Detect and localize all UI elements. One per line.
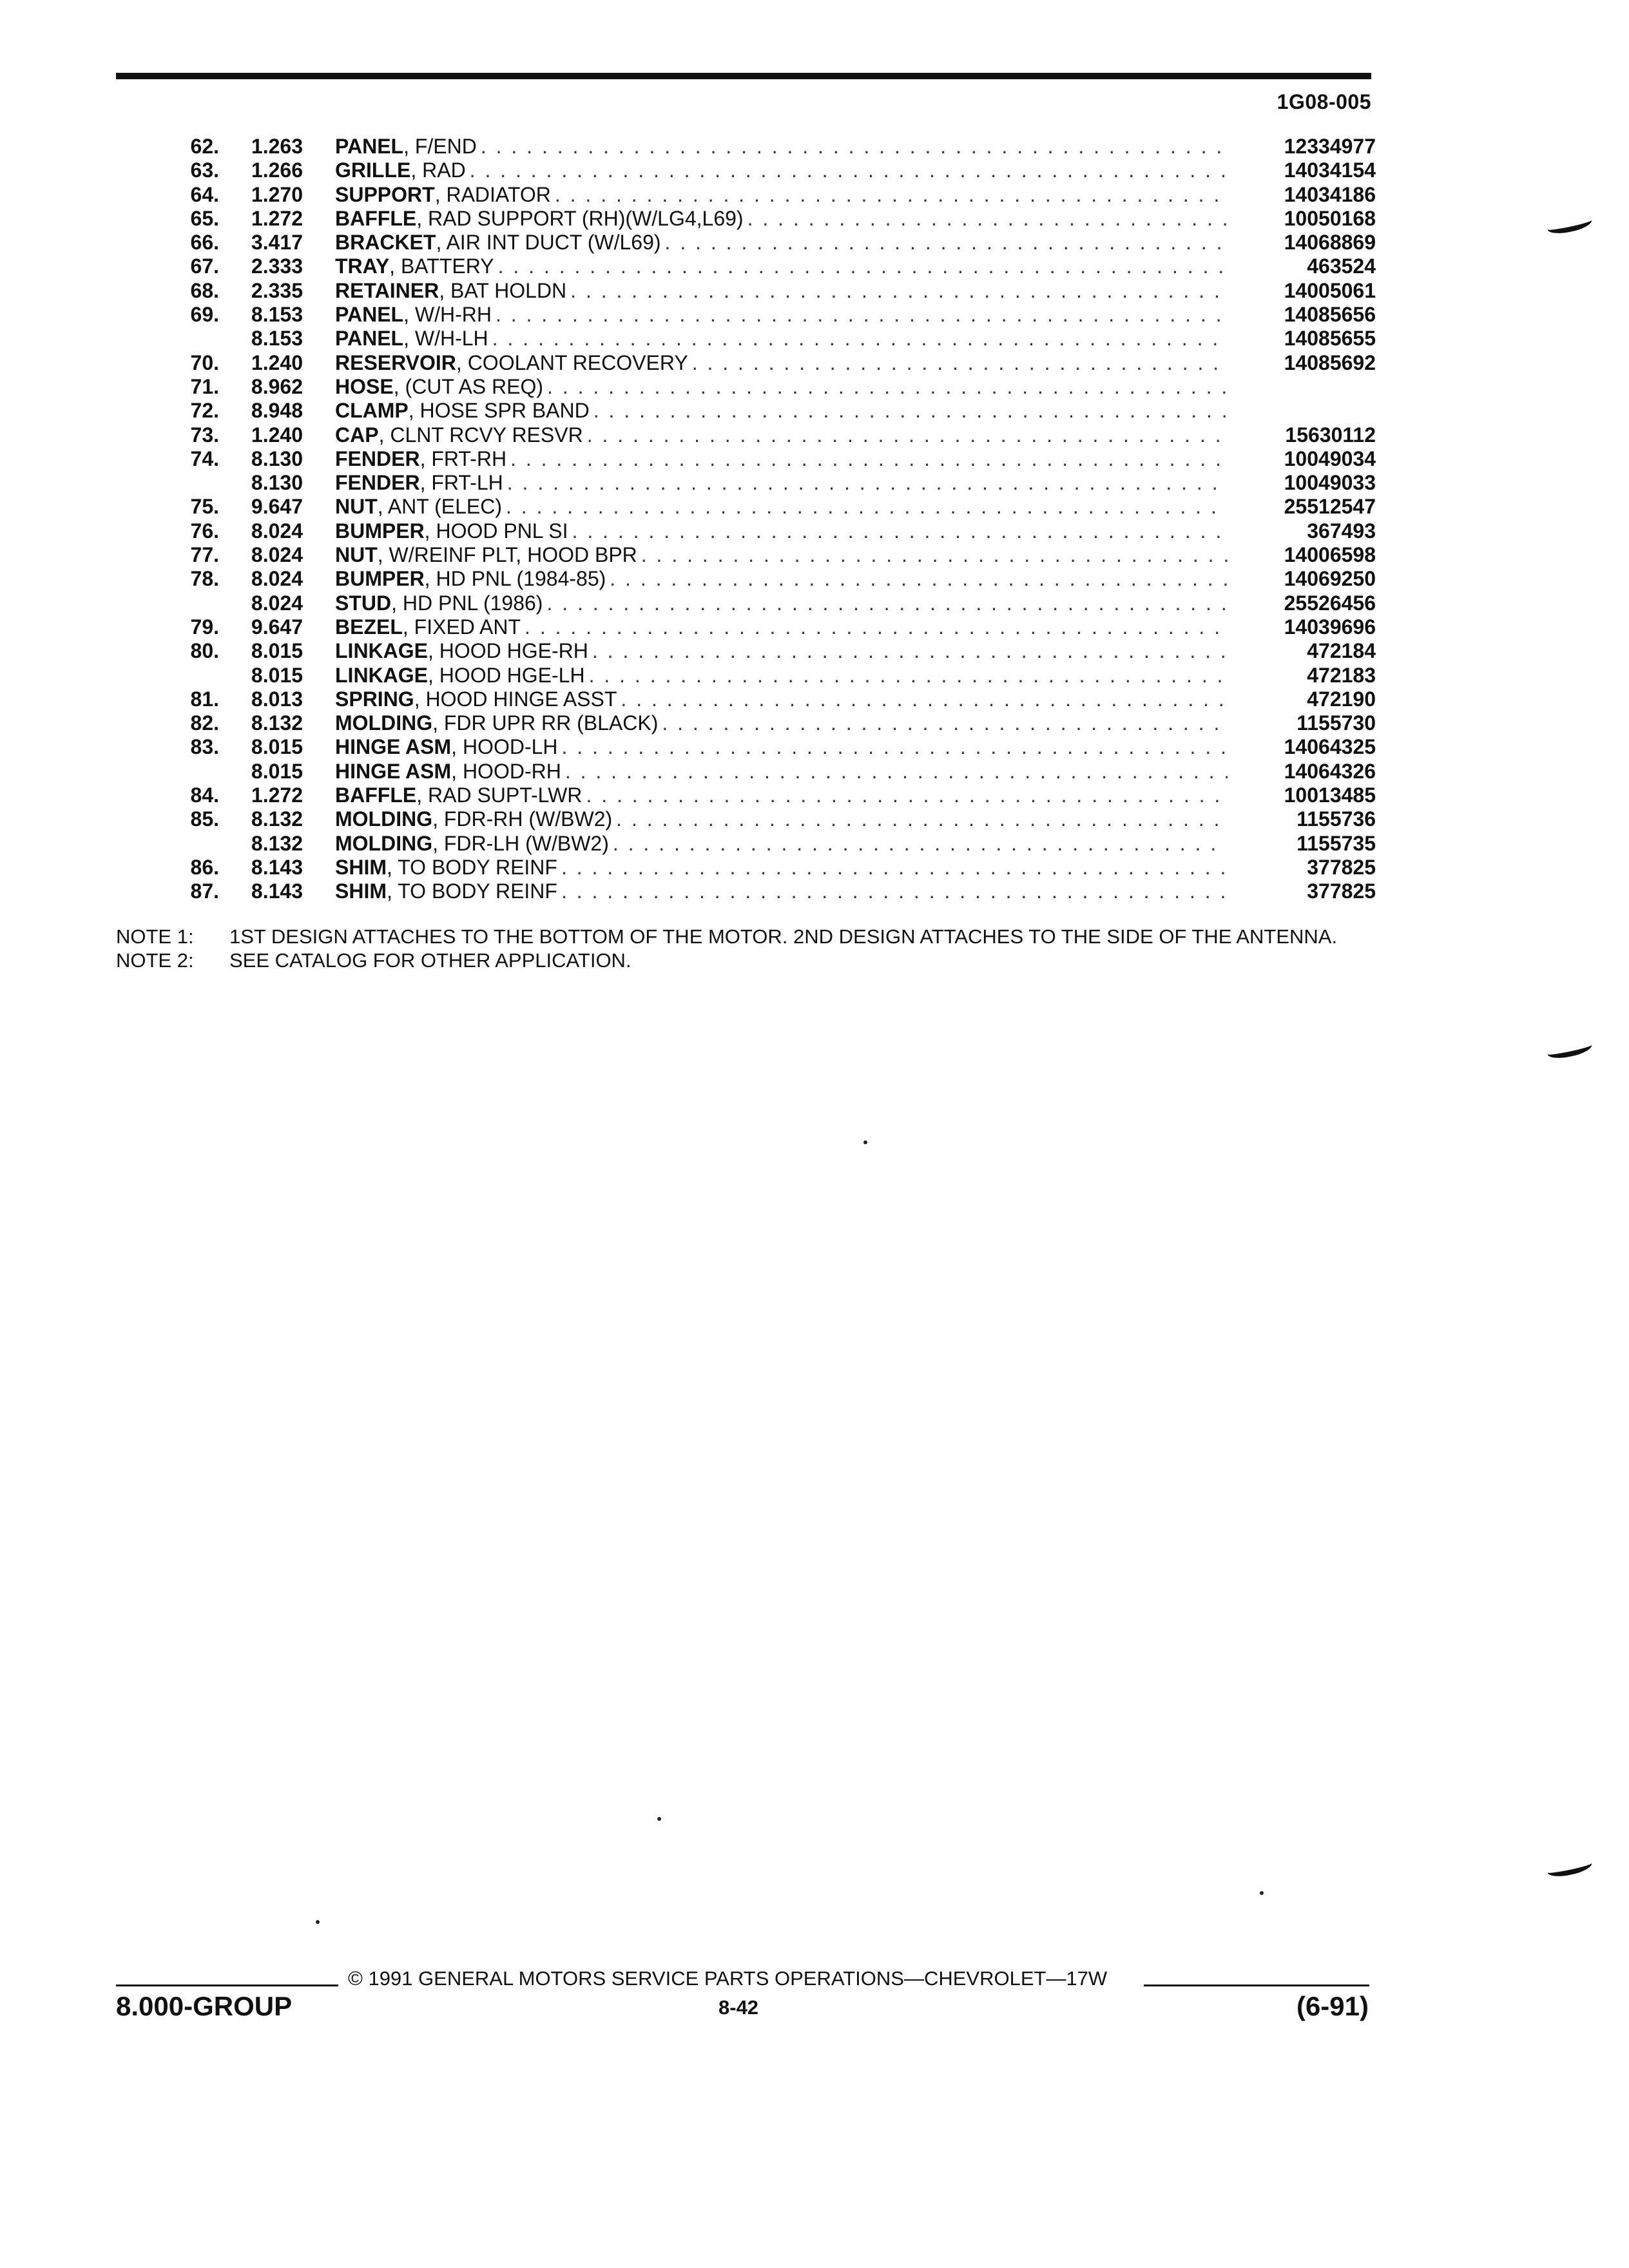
parts-row: [168, 639, 1376, 663]
group-number: 1.272: [251, 206, 303, 230]
ref-number: 67.: [190, 255, 219, 278]
part-name: MOLDING: [335, 831, 433, 855]
note-text: SEE CATALOG FOR OTHER APPLICATION.: [229, 949, 631, 972]
leader-dots: [551, 183, 1228, 207]
part-description: [335, 183, 1228, 207]
part-name: SHIM: [335, 879, 387, 903]
note-text: 1ST DESIGN ATTACHES TO THE BOTTOM OF THE MOTOR. 2ND DESIGN ATTACHES TO THE SIDE OF THE ANTENNA.: [229, 925, 1338, 948]
part-description: [335, 327, 1228, 351]
part-number: 14034186: [1284, 182, 1376, 206]
parts-row: [168, 591, 1376, 615]
leader-dots: [582, 783, 1228, 807]
leader-dots: [466, 159, 1228, 182]
part-name: BAFFLE: [335, 783, 417, 807]
ref-number: 62.: [190, 135, 219, 158]
part-name: TRAY: [335, 255, 390, 278]
parts-row: [168, 471, 1376, 495]
part-number: 367493: [1307, 519, 1376, 543]
ref-number: 86.: [190, 855, 219, 879]
part-description: [335, 543, 1228, 567]
part-name: FENDER: [335, 471, 420, 495]
part-detail: , FDR-LH (W/BW2): [432, 831, 609, 855]
parts-row: [168, 351, 1376, 375]
leader-dots: [658, 711, 1228, 735]
leader-dots: [488, 327, 1228, 351]
part-number: 10049033: [1284, 471, 1376, 495]
part-name: SUPPORT: [335, 182, 435, 206]
part-description: [335, 783, 1228, 807]
group-number: 2.333: [251, 255, 303, 278]
part-number: 14085692: [1284, 351, 1376, 374]
note-label: NOTE 2:: [116, 949, 194, 972]
part-name: RESERVOIR: [335, 351, 456, 374]
part-name: MOLDING: [335, 711, 433, 735]
ref-number: 71.: [190, 374, 219, 398]
ref-number: 75.: [190, 495, 219, 519]
part-name: STUD: [335, 591, 392, 615]
parts-row: [168, 399, 1376, 423]
part-description: [335, 832, 1228, 856]
ref-number: 79.: [190, 615, 219, 639]
part-description: [335, 495, 1228, 519]
ref-number: 85.: [190, 807, 219, 831]
parts-row: [168, 255, 1376, 278]
group-number: 8.015: [251, 735, 303, 759]
ref-number: 69.: [190, 303, 219, 327]
part-number: 14085655: [1284, 327, 1376, 351]
part-number: 10050168: [1284, 206, 1376, 230]
scan-speck: [863, 1140, 867, 1144]
part-number: 377825: [1307, 879, 1376, 903]
parts-row: [168, 760, 1376, 783]
parts-row: [168, 615, 1376, 639]
part-description: [335, 879, 1228, 903]
part-number: 10013485: [1284, 783, 1376, 807]
group-number: 8.024: [251, 519, 303, 543]
part-name: HINGE ASM: [335, 735, 452, 759]
group-number: 8.024: [251, 567, 303, 591]
part-number: 14068869: [1284, 231, 1376, 255]
part-detail: , FIXED ANT: [402, 615, 521, 639]
parts-row: [168, 183, 1376, 207]
scan-speck: [657, 1817, 661, 1821]
ref-number: 76.: [190, 519, 219, 543]
leader-dots: [557, 879, 1228, 903]
leader-dots: [588, 639, 1228, 663]
part-detail: , W/H-LH: [403, 327, 488, 351]
parts-row: [168, 735, 1376, 759]
parts-row: [168, 327, 1376, 351]
part-name: LINKAGE: [335, 663, 428, 687]
parts-row: [168, 856, 1376, 879]
part-detail: , AIR INT DUCT (W/L69): [436, 231, 661, 255]
part-detail: , (CUT AS REQ): [393, 374, 544, 398]
part-number: 15630112: [1285, 423, 1376, 447]
part-description: [335, 159, 1228, 182]
part-name: GRILLE: [335, 159, 411, 182]
group-number: 8.132: [251, 711, 303, 735]
part-name: SPRING: [335, 687, 414, 711]
leader-dots: [568, 519, 1228, 543]
ref-number: 82.: [190, 711, 219, 735]
group-number: 8.015: [251, 759, 303, 783]
parts-row: [168, 519, 1376, 543]
part-name: LINKAGE: [335, 639, 428, 663]
group-number: 3.417: [251, 231, 303, 255]
leader-dots: [543, 591, 1228, 615]
group-number: 9.647: [251, 495, 303, 519]
ref-number: 84.: [190, 783, 219, 807]
punch-mark-middle: [1545, 1033, 1594, 1061]
parts-row: [168, 447, 1376, 471]
part-description: [335, 591, 1228, 615]
part-name: BUMPER: [335, 519, 425, 543]
group-number: 8.153: [251, 327, 303, 351]
leader-dots: [543, 375, 1228, 399]
leader-dots: [521, 615, 1228, 639]
leader-dots: [688, 351, 1228, 375]
parts-row: [168, 135, 1376, 159]
parts-row: [168, 207, 1376, 231]
part-number: 463524: [1307, 255, 1376, 278]
part-description: [335, 735, 1228, 759]
leader-dots: [506, 447, 1228, 471]
part-name: HINGE ASM: [335, 759, 452, 783]
ref-number: 66.: [190, 231, 219, 255]
part-name: BUMPER: [335, 567, 425, 591]
part-detail: , RAD SUPT-LWR: [416, 783, 583, 807]
part-detail: , HOOD HGE-RH: [428, 639, 588, 663]
punch-mark-top: [1545, 208, 1594, 236]
part-name: HOSE: [335, 374, 394, 398]
part-name: NUT: [335, 495, 378, 519]
group-number: 8.132: [251, 807, 303, 831]
parts-row: [168, 832, 1376, 856]
ref-number: 63.: [190, 159, 219, 182]
note: [116, 948, 1379, 972]
group-number: 8.132: [251, 831, 303, 855]
part-detail: , CLNT RCVY RESVR: [378, 423, 583, 447]
parts-row: [168, 159, 1376, 182]
part-description: [335, 399, 1228, 423]
part-name: FENDER: [335, 447, 420, 470]
parts-row: [168, 375, 1376, 399]
part-description: [335, 135, 1228, 159]
part-name: PANEL: [335, 135, 404, 158]
leader-dots: [590, 399, 1228, 423]
group-number: 8.013: [251, 687, 303, 711]
part-number: 14005061: [1284, 278, 1376, 302]
leader-dots: [612, 807, 1228, 831]
part-detail: , HOOD-LH: [451, 735, 558, 759]
part-detail: , RADIATOR: [434, 182, 551, 206]
part-description: [335, 447, 1228, 471]
part-number: 10049034: [1284, 447, 1376, 470]
leader-dots: [583, 423, 1228, 447]
part-number: 377825: [1307, 855, 1376, 879]
part-number: 25512547: [1284, 495, 1376, 519]
leader-dots: [503, 471, 1228, 495]
part-number: 14034154: [1284, 159, 1376, 182]
page-number: 8-42: [718, 1996, 759, 2019]
ref-number: 65.: [190, 206, 219, 230]
part-number: 25526456: [1284, 591, 1376, 615]
part-detail: , TO BODY REINF: [387, 879, 557, 903]
part-number: 14069250: [1284, 567, 1376, 591]
leader-dots: [744, 207, 1228, 231]
part-number: 472183: [1307, 663, 1376, 687]
parts-row: [168, 879, 1376, 903]
part-name: PANEL: [335, 303, 404, 327]
ref-number: 77.: [190, 543, 219, 567]
group-number: 1.270: [251, 182, 303, 206]
punch-mark-bottom: [1545, 1851, 1594, 1879]
ref-number: 81.: [190, 687, 219, 711]
leader-dots: [566, 279, 1228, 303]
parts-row: [168, 711, 1376, 735]
leader-dots: [492, 303, 1228, 327]
leader-dots: [494, 255, 1228, 278]
group-number: 1.266: [251, 159, 303, 182]
ref-number: 87.: [190, 879, 219, 903]
part-detail: , W/REINF PLT, HOOD BPR: [377, 543, 637, 567]
group-number: 8.024: [251, 543, 303, 567]
part-number: 14039696: [1284, 615, 1376, 639]
part-number: 12334977: [1284, 135, 1376, 158]
part-description: [335, 303, 1228, 327]
part-name: RETAINER: [335, 278, 439, 302]
leader-dots: [561, 760, 1228, 783]
part-number: 14064326: [1284, 759, 1376, 783]
part-description: [335, 519, 1228, 543]
part-name: BEZEL: [335, 615, 403, 639]
leader-dots: [502, 495, 1228, 519]
part-name: BRACKET: [335, 231, 436, 255]
group-number: 8.130: [251, 447, 303, 470]
part-name: BAFFLE: [335, 206, 417, 230]
part-description: [335, 567, 1228, 591]
footer-rule-right: [1144, 1984, 1369, 1986]
parts-row: [168, 783, 1376, 807]
group-number: 8.130: [251, 471, 303, 495]
part-detail: , F/END: [403, 135, 477, 158]
part-description: [335, 760, 1228, 783]
leader-dots: [557, 856, 1228, 879]
part-detail: , BATTERY: [389, 255, 494, 278]
part-detail: , FRT-RH: [419, 447, 507, 470]
parts-row: [168, 543, 1376, 567]
leader-dots: [477, 135, 1228, 159]
part-description: [335, 471, 1228, 495]
part-description: [335, 207, 1228, 231]
part-description: [335, 807, 1228, 831]
part-number: 472190: [1307, 687, 1376, 711]
part-name: NUT: [335, 543, 378, 567]
part-detail: , RAD: [410, 159, 466, 182]
part-number: 14006598: [1284, 543, 1376, 567]
part-name: CAP: [335, 423, 379, 447]
part-name: PANEL: [335, 327, 404, 351]
group-number: 8.143: [251, 855, 303, 879]
group-number: 1.263: [251, 135, 303, 158]
part-detail: , FRT-LH: [419, 471, 503, 495]
part-detail: , HOOD PNL SI: [424, 519, 568, 543]
part-name: CLAMP: [335, 399, 409, 423]
part-description: [335, 375, 1228, 399]
part-description: [335, 687, 1228, 711]
parts-row: [168, 687, 1376, 711]
part-number: 14064325: [1284, 735, 1376, 759]
scan-speck: [316, 1920, 320, 1924]
ref-number: 78.: [190, 567, 219, 591]
part-description: [335, 255, 1228, 278]
parts-row: [168, 807, 1376, 831]
part-number: 1155735: [1296, 831, 1376, 855]
part-description: [335, 279, 1228, 303]
ref-number: 74.: [190, 447, 219, 470]
footer-rule-left: [116, 1984, 338, 1986]
part-detail: , HOOD HINGE ASST: [414, 687, 617, 711]
part-detail: , HOOD-RH: [451, 759, 561, 783]
ref-number: 72.: [190, 399, 219, 423]
part-detail: , TO BODY REINF: [387, 855, 557, 879]
part-number: 472184: [1307, 639, 1376, 663]
part-detail: , HOSE SPR BAND: [408, 399, 590, 423]
leader-dots: [637, 543, 1228, 567]
parts-list: [168, 135, 1376, 904]
ref-number: 83.: [190, 735, 219, 759]
part-number: 1155736: [1296, 807, 1376, 831]
group-number: 1.272: [251, 783, 303, 807]
doc-code: 1G08-005: [1277, 90, 1371, 113]
part-detail: , COOLANT RECOVERY: [456, 351, 688, 374]
ref-number: 68.: [190, 278, 219, 302]
ref-number: 80.: [190, 639, 219, 663]
group-number: 2.335: [251, 278, 303, 302]
parts-row: [168, 664, 1376, 687]
part-description: [335, 711, 1228, 735]
leader-dots: [606, 567, 1228, 591]
footer-copyright: © 1991 GENERAL MOTORS SERVICE PARTS OPERATIONS—CHEVROLET—17W: [348, 1967, 1108, 1990]
parts-row: [168, 423, 1376, 447]
group-number: 8.143: [251, 879, 303, 903]
part-detail: , RAD SUPPORT (RH)(W/LG4,L69): [416, 206, 744, 230]
parts-row: [168, 567, 1376, 591]
notes-section: [116, 925, 1379, 972]
parts-row: [168, 303, 1376, 327]
ref-number: 73.: [190, 423, 219, 447]
leader-dots: [617, 687, 1228, 711]
part-description: [335, 664, 1228, 687]
part-description: [335, 351, 1228, 375]
group-number: 1.240: [251, 423, 303, 447]
part-name: SHIM: [335, 855, 387, 879]
parts-row: [168, 279, 1376, 303]
part-detail: , HOOD HGE-LH: [428, 663, 585, 687]
scan-speck: [1260, 1891, 1264, 1895]
parts-row: [168, 495, 1376, 519]
parts-row: [168, 231, 1376, 255]
group-number: 8.015: [251, 663, 303, 687]
group-number: 9.647: [251, 615, 303, 639]
leader-dots: [609, 832, 1228, 856]
part-description: [335, 423, 1228, 447]
group-number: 1.240: [251, 351, 303, 374]
note-label: NOTE 1:: [116, 925, 194, 948]
part-detail: , FDR UPR RR (BLACK): [432, 711, 659, 735]
note: [116, 925, 1379, 948]
part-detail: , ANT (ELEC): [377, 495, 502, 519]
part-number: 14085656: [1284, 303, 1376, 327]
ref-number: 64.: [190, 182, 219, 206]
part-number: 1155730: [1296, 711, 1376, 735]
group-number: 8.015: [251, 639, 303, 663]
group-number: 8.024: [251, 591, 303, 615]
leader-dots: [661, 231, 1228, 255]
part-detail: , W/H-RH: [403, 303, 492, 327]
leader-dots: [558, 735, 1228, 759]
top-rule: [116, 73, 1371, 79]
leader-dots: [585, 664, 1228, 687]
part-detail: , FDR-RH (W/BW2): [432, 807, 613, 831]
part-description: [335, 615, 1228, 639]
part-detail: , BAT HOLDN: [439, 278, 567, 302]
footer-group-label: 8.000-GROUP: [116, 1991, 293, 2021]
part-description: [335, 639, 1228, 663]
part-detail: , HD PNL (1984-85): [424, 567, 606, 591]
ref-number: 70.: [190, 351, 219, 374]
group-number: 8.962: [251, 374, 303, 398]
footer-date: (6-91): [1296, 1991, 1369, 2021]
group-number: 8.153: [251, 303, 303, 327]
part-description: [335, 231, 1228, 255]
part-name: MOLDING: [335, 807, 433, 831]
group-number: 8.948: [251, 399, 303, 423]
part-description: [335, 856, 1228, 879]
part-detail: , HD PNL (1986): [391, 591, 543, 615]
